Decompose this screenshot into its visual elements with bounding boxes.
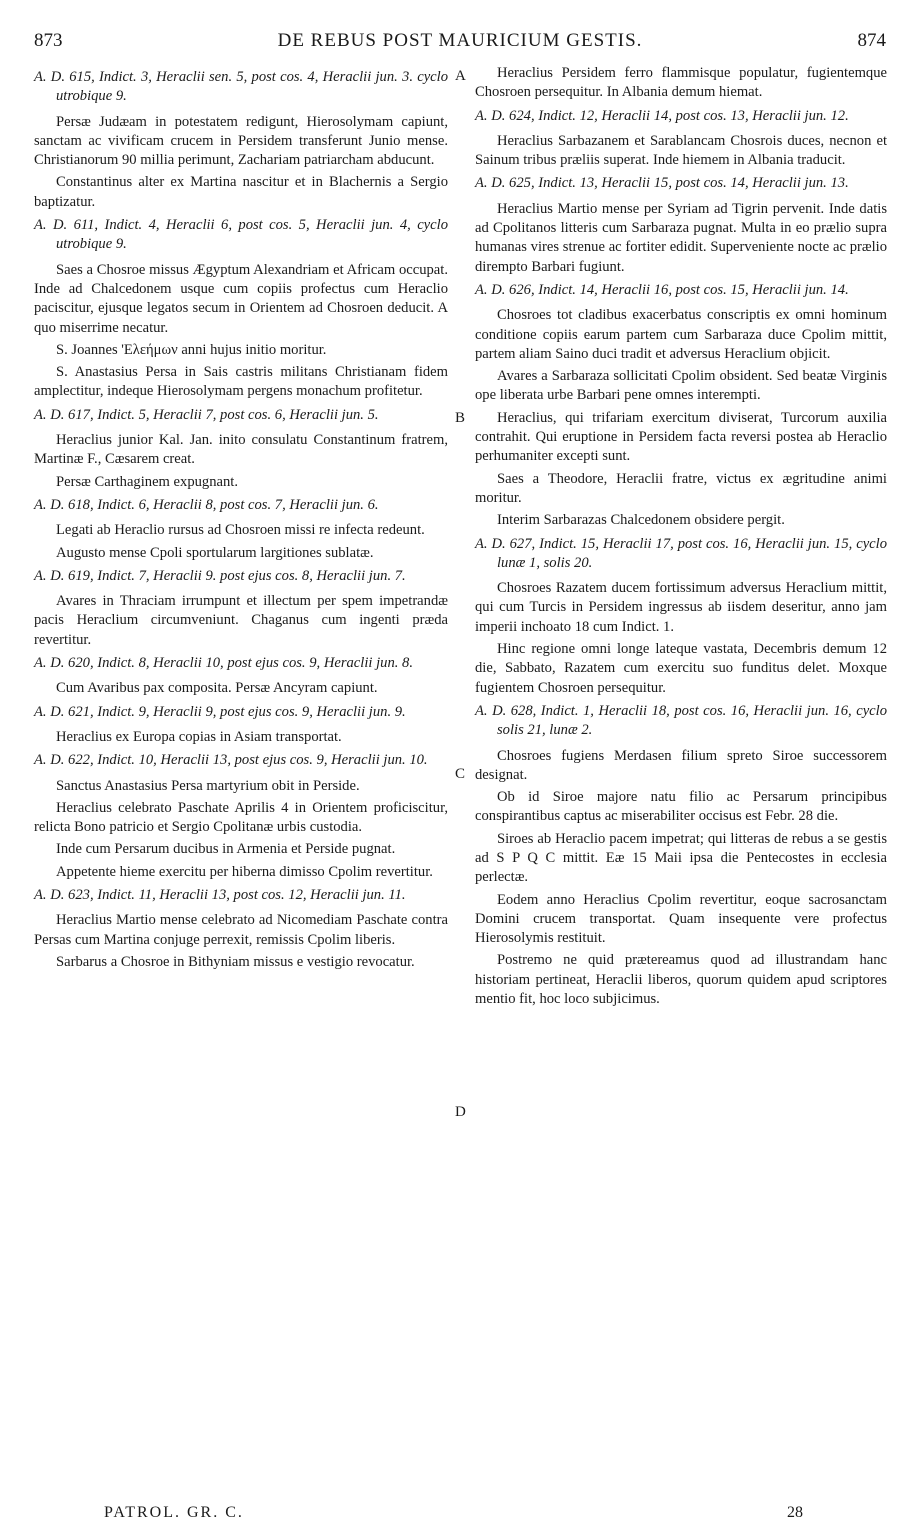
- paragraph: Persæ Carthaginem expugnant.: [56, 473, 238, 490]
- date-heading: A. D. 619, Indict. 7, Heraclii 9. post ejus cos. 8, Heraclii jun. 7.: [34, 567, 406, 584]
- date-heading: A. D. 621, Indict. 9, Heraclii 9, post ejus cos. 9, Heraclii jun. 9.: [34, 703, 406, 720]
- page-number-right: 874: [857, 30, 886, 51]
- footer-signature: 28: [787, 1504, 803, 1521]
- date-heading: A. D. 620, Indict. 8, Heraclii 10, post ejus cos. 9, Heraclii jun. 8.: [34, 655, 413, 672]
- paragraph: Saes a Chosroe missus Ægyptum Alexandriam et Africam occupat. Inde ad Chalcedonem usque cum copiis profectus cum Heraclio paciscitur, ejusque legatos secum in Orientem ad Chosroen deducit. A quo miserrime necatur.: [34, 261, 448, 336]
- paragraph: Avares a Sarbaraza sollicitati Cpolim obsident. Sed beatæ Virginis ope liberata urbe Barbari pene omnes interempti.: [475, 368, 887, 404]
- running-header: [34, 30, 886, 52]
- paragraph: Postremo ne quid prætereamus quod ad illustrandam hanc historiam pertineat, Heraclii liberos, quorum quidem apud scriptores mentio fit, hoc loco subjicimus.: [475, 952, 887, 1008]
- paragraph: Heraclius junior Kal. Jan. inito consulatu Constantinum fratrem, Martinæ F., Cæsarem creat.: [34, 432, 448, 468]
- margin-letter-a: A: [455, 68, 466, 84]
- date-heading: A. D. 618, Indict. 6, Heraclii 8, post cos. 7, Heraclii jun. 6.: [34, 496, 379, 513]
- paragraph: Cum Avaribus pax composita. Persæ Ancyram capiunt.: [56, 680, 378, 697]
- paragraph: Appetente hieme exercitu per hiberna dimisso Cpolim revertitur.: [56, 863, 433, 880]
- left-column: [34, 64, 448, 975]
- page-title: DE REBUS POST MAURICIUM GESTIS.: [277, 30, 643, 51]
- paragraph: Interim Sarbarazas Chalcedonem obsidere pergit.: [497, 512, 785, 529]
- margin-letter-c: C: [455, 766, 466, 782]
- date-heading: A. D. 617, Indict. 5, Heraclii 7, post cos. 6, Heraclii jun. 5.: [34, 406, 379, 423]
- paragraph: Heraclius Martio mense per Syriam ad Tigrin pervenit. Inde datis ad Cpolitanos litteris cum Sarbaraza pugnat. Multa in eo prælio supra humanas vires strenue ac fortiter edidit. Superveniente nocte ac prælio dirempto Barbari fugiunt.: [475, 200, 887, 275]
- paragraph: Chosroes Razatem ducem fortissimum adversus Heraclium mittit, qui cum Turcis in Persidem ingressus ab iisdem deseritur, anno jam imperii inchoato 18 cum Indict. 1.: [475, 580, 887, 635]
- paragraph: S. Joannes 'Ελεήμων anni hujus initio moritur.: [56, 341, 327, 358]
- date-heading: A. D. 626, Indict. 14, Heraclii 16, post cos. 15, Heraclii jun. 14.: [475, 281, 849, 298]
- paragraph: Heraclius Sarbazanem et Sarablancam Chosrois duces, necnon et Sainum tribus præliis superat. Inde hiemem in Albania traducit.: [475, 132, 887, 169]
- date-heading: A. D. 611, Indict. 4, Heraclii 6, post cos. 5, Heraclii jun. 4, cyclo utrobique 9.: [34, 217, 448, 253]
- date-heading: A. D. 624, Indict. 12, Heraclii 14, post cos. 13, Heraclii jun. 12.: [475, 107, 849, 124]
- date-heading: A. D. 615, Indict. 3, Heraclii sen. 5, post cos. 4, Heraclii jun. 3. cyclo utrobique 9.: [34, 69, 448, 105]
- paragraph: Hinc regione omni longe lateque vastata, Decembris demum 12 die, Sabbato, Razatem cum exercitu suo funditus delet. Moxque fugientem Chosroen persequitur.: [475, 641, 887, 696]
- footer-series: PATROL. GR. C.: [104, 1504, 244, 1521]
- paragraph: Augusto mense Cpoli sportularum largitiones sublatæ.: [56, 544, 374, 561]
- right-column: [475, 64, 887, 1012]
- paragraph: Persæ Judæam in potestatem redigunt, Hierosolymam capiunt, sanctam ac vivificam crucem in Persidem transferunt Junio mense. Christianorum 90 millia perimunt, Zachariam patriarcham abducunt.: [34, 113, 448, 169]
- paragraph: Heraclius, qui trifariam exercitum diviserat, Turcorum auxilia contrahit. Qui eruptione in Persidem facta reversi postea ab Heraclio perhumaniter excepti sunt.: [475, 409, 887, 465]
- paragraph: Sarbarus a Chosroe in Bithyniam missus e vestigio revocatur.: [56, 953, 415, 970]
- paragraph: Heraclius celebrato Paschate Aprilis 4 in Orientem proficiscitur, relicta Bono patricio et Sergio Cpolitanæ urbis custodia.: [34, 799, 448, 836]
- paragraph: Ob id Siroe majore natu filio ac Persarum principibus conspirantibus captus ac miserabiliter occisus est Febr. 28 die.: [475, 789, 887, 825]
- margin-letter-b: B: [455, 410, 466, 426]
- paragraph: Legati ab Heraclio rursus ad Chosroen missi re infecta redeunt.: [56, 522, 425, 539]
- date-heading: A. D. 625, Indict. 13, Heraclii 15, post cos. 14, Heraclii jun. 13.: [475, 175, 849, 192]
- paragraph: Siroes ab Heraclio pacem impetrat; qui litteras de rebus a se gestis ad S P Q C mittit. Eæ 15 Maii ipsa die Pentecostes in ecclesia perlectæ.: [475, 830, 887, 886]
- paragraph: Eodem anno Heraclius Cpolim revertitur, eoque sacrosanctam Domini crucem transportat. Quam insequente vere profectus Hierosolymis restituit.: [475, 891, 887, 947]
- paragraph: Sanctus Anastasius Persa martyrium obit in Perside.: [56, 777, 360, 794]
- paragraph: Chosroes fugiens Merdasen filium spreto Siroe successorem designat.: [475, 747, 887, 783]
- paragraph: Constantinus alter ex Martina nascitur et in Blachernis a Sergio baptizatur.: [34, 174, 448, 210]
- paragraph: Heraclius ex Europa copias in Asiam transportat.: [56, 728, 342, 745]
- paragraph: Inde cum Persarum ducibus in Armenia et Perside pugnat.: [56, 841, 396, 858]
- date-heading: A. D. 622, Indict. 10, Heraclii 13, post ejus cos. 9, Heraclii jun. 10.: [34, 752, 428, 769]
- date-heading: A. D. 623, Indict. 11, Heraclii 13, post cos. 12, Heraclii jun. 11.: [34, 886, 406, 903]
- paragraph: Avares in Thraciam irrumpunt et illectum per spem impetrandæ pacis Heraclium circumveniunt. Chaganus cum ingenti præda revertitur.: [34, 593, 448, 648]
- page-number-left: 873: [34, 30, 63, 51]
- paragraph: Saes a Theodore, Heraclii fratre, victus ex ægritudine animi moritur.: [475, 470, 887, 506]
- paragraph: Chosroes tot cladibus exacerbatus conscriptis ex omni hominum conditione copiis earum partem cum Sarbaraza duce Cpolim mittit, partem aliam Saino duci tradit et adversus Heraclium objicit.: [475, 307, 887, 362]
- paragraph: S. Anastasius Persa in Sais castris militans Christianam fidem amplectitur, indeque Hierosolymam pergens monachum profitetur.: [34, 364, 448, 400]
- margin-letter-d: D: [455, 1104, 466, 1120]
- paragraph: Heraclius Persidem ferro flammisque populatur, fugientemque Chosroen persequitur. In Albania demum hiemat.: [475, 65, 887, 101]
- paragraph: Heraclius Martio mense celebrato ad Nicomediam Paschate contra Persas cum Martina conjuge perrexit, remissis Cpolim liberis.: [34, 912, 448, 948]
- date-heading: A. D. 628, Indict. 1, Heraclii 18, post cos. 16, Heraclii jun. 16, cyclo solis 21, lunæ 2.: [475, 702, 887, 739]
- date-heading: A. D. 627, Indict. 15, Heraclii 17, post cos. 16, Heraclii jun. 15, cyclo lunæ 1, solis 20.: [475, 535, 887, 571]
